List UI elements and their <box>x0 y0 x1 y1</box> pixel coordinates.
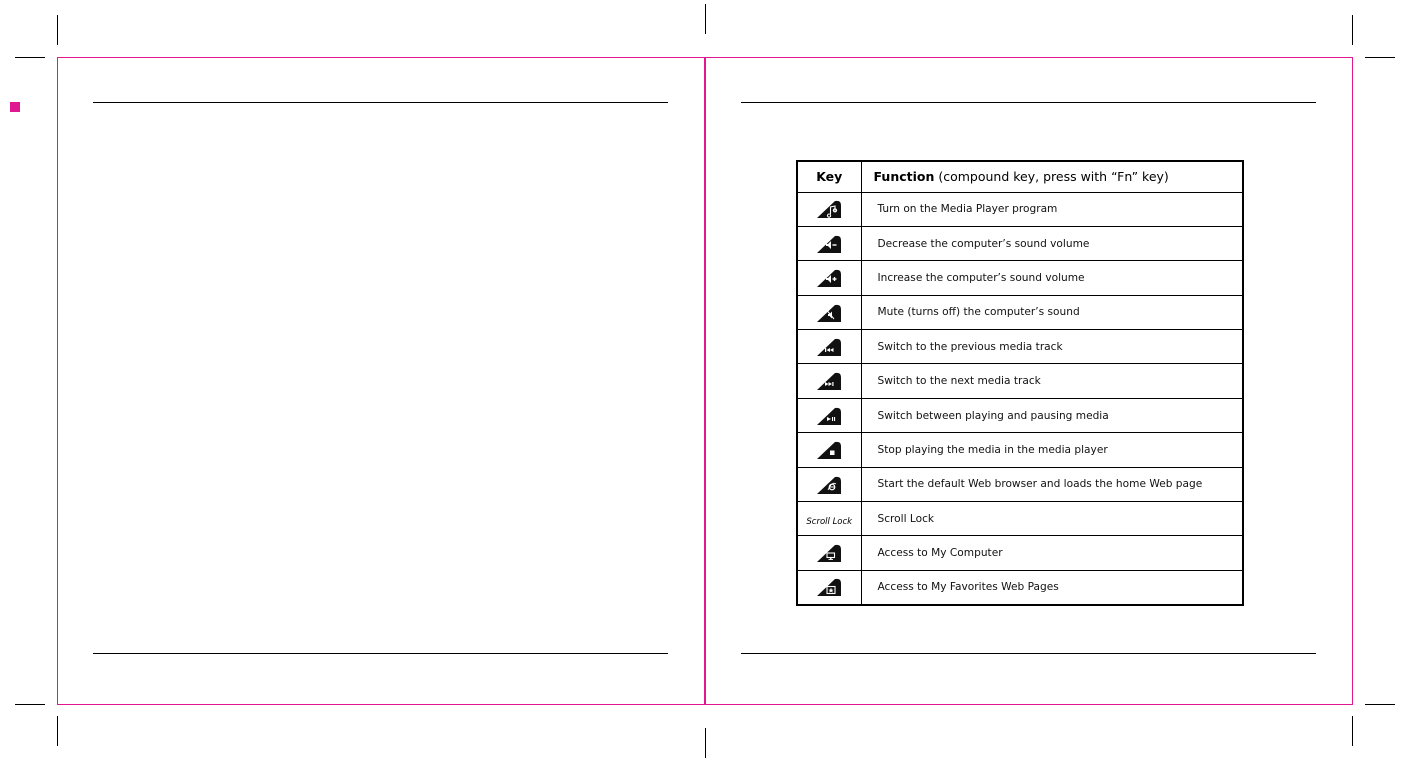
stop-icon <box>816 440 842 460</box>
table-row <box>797 295 1243 329</box>
key-cell <box>797 536 861 570</box>
volume-down-icon <box>816 234 842 254</box>
description-cell: Switch to the previous media track <box>861 330 1243 364</box>
key-cell <box>797 330 861 364</box>
key-cell <box>797 261 861 295</box>
crop-mark <box>57 716 58 746</box>
key-cell <box>797 192 861 226</box>
music-note-icon <box>816 199 842 219</box>
description-cell: Turn on the Media Player program <box>861 192 1243 226</box>
crop-mark <box>1352 15 1353 45</box>
key-cell <box>797 433 861 467</box>
description-cell: Access to My Favorites Web Pages <box>861 570 1243 604</box>
table-row <box>797 192 1243 226</box>
left-header-rule <box>93 102 668 103</box>
function-key-table <box>796 160 1244 606</box>
table-row <box>797 330 1243 364</box>
key-cell <box>797 398 861 432</box>
key-cell <box>797 502 861 536</box>
crop-mark <box>57 15 58 45</box>
description-cell: Decrease the computer’s sound volume <box>861 226 1243 260</box>
description-cell: Switch to the next media track <box>861 364 1243 398</box>
registration-mark <box>10 102 20 112</box>
web-browser-icon <box>816 475 842 495</box>
description-cell: Stop playing the media in the media player <box>861 433 1243 467</box>
table-row <box>797 570 1243 604</box>
volume-up-icon <box>816 268 842 288</box>
key-cell <box>797 467 861 501</box>
favorites-icon <box>816 577 842 597</box>
crop-mark <box>705 4 706 34</box>
previous-track-icon <box>816 337 842 357</box>
play-pause-icon <box>816 406 842 426</box>
key-cell <box>797 570 861 604</box>
table-row <box>797 433 1243 467</box>
crop-mark <box>15 57 45 58</box>
scroll-lock-key-label: Scroll Lock <box>806 517 853 528</box>
key-cell <box>797 295 861 329</box>
right-header-rule <box>741 102 1316 103</box>
right-footer-rule <box>741 653 1316 654</box>
crop-mark <box>15 704 45 705</box>
function-header-bold: Function <box>873 169 935 185</box>
next-track-icon <box>816 371 842 391</box>
crop-mark <box>1365 704 1395 705</box>
left-footer-rule <box>93 653 668 654</box>
my-computer-icon <box>816 543 842 563</box>
function-column-header <box>861 161 1243 192</box>
crop-mark <box>1365 57 1395 58</box>
crop-mark <box>1352 716 1353 746</box>
table-header-row <box>797 161 1243 192</box>
description-cell: Scroll Lock <box>861 502 1243 536</box>
description-cell: Mute (turns off) the computer’s sound <box>861 295 1243 329</box>
table-row <box>797 226 1243 260</box>
key-cell <box>797 226 861 260</box>
table-row <box>797 398 1243 432</box>
mute-icon <box>816 303 842 323</box>
description-cell: Start the default Web browser and loads the home Web page <box>861 467 1243 501</box>
left-page <box>57 57 706 705</box>
table-row <box>797 467 1243 501</box>
description-cell: Access to My Computer <box>861 536 1243 570</box>
table-row <box>797 502 1243 536</box>
key-column-header: Key <box>797 161 861 192</box>
table-row <box>797 536 1243 570</box>
crop-mark <box>705 728 706 758</box>
table-row <box>797 364 1243 398</box>
table-row <box>797 261 1243 295</box>
description-cell: Switch between playing and pausing media <box>861 398 1243 432</box>
description-cell: Increase the computer’s sound volume <box>861 261 1243 295</box>
key-cell <box>797 364 861 398</box>
function-header-rest: (compound key, press with “Fn” key) <box>934 169 1169 185</box>
